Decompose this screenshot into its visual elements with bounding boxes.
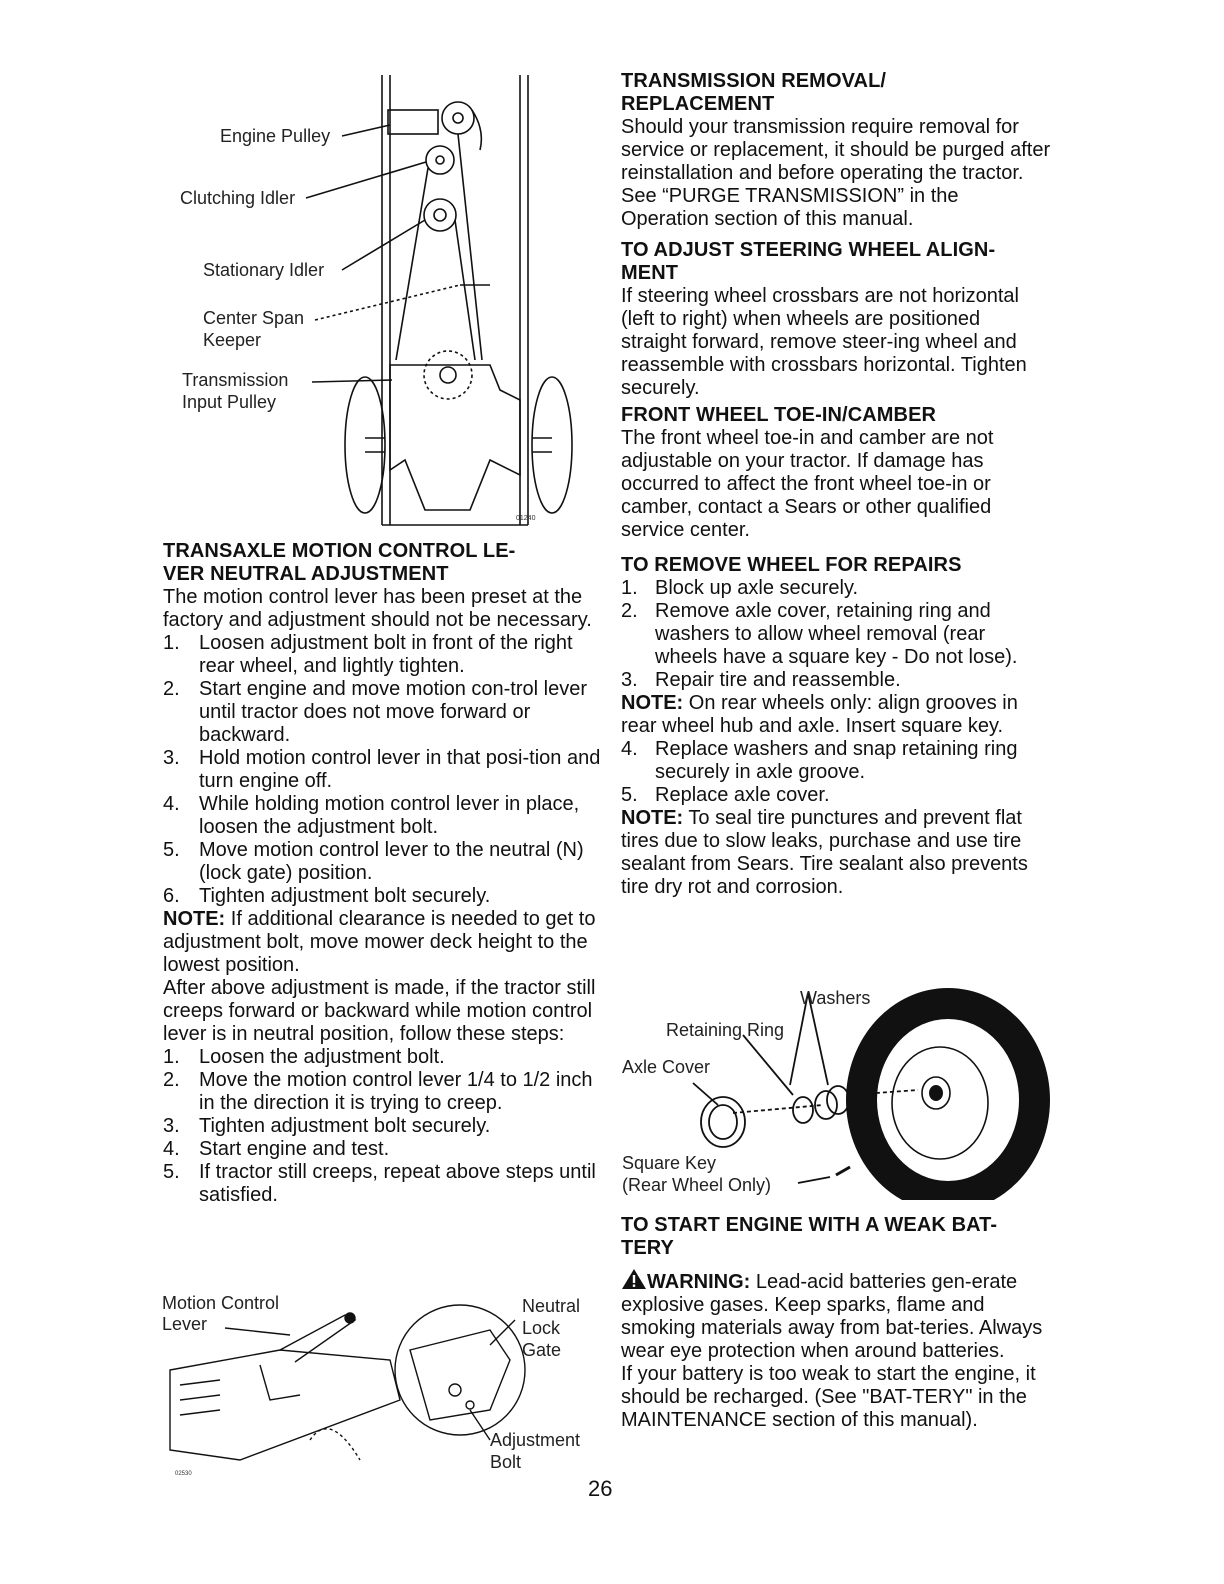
- warning-icon: [621, 1268, 647, 1290]
- label-input-pulley: Input Pulley: [182, 392, 277, 412]
- steering-heading: TO ADJUST STEERING WHEEL ALIGN- MENT: [621, 239, 996, 284]
- label-rear-wheel-only: (Rear Wheel Only): [622, 1175, 772, 1195]
- label-motion-control: Motion Control: [162, 1293, 280, 1313]
- svg-text:01240: 01240: [516, 515, 536, 522]
- svg-text:02530: 02530: [175, 1471, 192, 1477]
- label-gate: Gate: [522, 1340, 562, 1360]
- list-item: 3. Hold motion control lever in that posi-tion and turn engine off.: [163, 747, 601, 792]
- transaxle-heading: [163, 540, 603, 586]
- svg-text:02569: 02569: [1028, 1181, 1045, 1187]
- label-center-span: Center Span: [203, 308, 305, 328]
- belt-pulley-diagram: [160, 70, 580, 530]
- remove-wheel-steps-2: [621, 738, 1051, 807]
- transaxle-steps: [163, 632, 603, 908]
- list-item: 1. Loosen adjustment bolt in front of the right rear wheel, and lightly tighten.: [163, 632, 573, 677]
- label-adjustment: Adjustment: [490, 1430, 581, 1450]
- transaxle-after-text: After above adjustment is made, if the tractor still creeps forward or backward while motion control lever is in neutral position, follow these steps:: [163, 977, 596, 1045]
- list-item: 3. Tighten adjustment bolt securely.: [163, 1115, 491, 1137]
- remove-wheel-note-1: NOTE: On rear wheels only: align grooves in rear wheel hub and axle. Insert square key.: [621, 692, 1018, 737]
- label-retaining-ring: Retaining Ring: [666, 1020, 785, 1040]
- label-bolt: Bolt: [490, 1452, 522, 1472]
- list-item: 2. Remove axle cover, retaining ring and washers to allow wheel removal (rear wheels have a square key - Do not lose).: [621, 600, 1018, 668]
- label-engine-pulley: Engine Pulley: [220, 126, 331, 146]
- transaxle-heading-line2: VER NEUTRAL ADJUSTMENT: [163, 563, 449, 585]
- label-stationary-idler: Stationary Idler: [203, 260, 325, 280]
- list-item: 3. Repair tire and reassemble.: [621, 669, 901, 691]
- label-clutching-idler: Clutching Idler: [180, 188, 296, 208]
- weak-battery-heading: TO START ENGINE WITH A WEAK BAT- TERY: [621, 1214, 998, 1259]
- wheel-assembly-diagram: [618, 965, 1058, 1200]
- label-neutral: Neutral: [522, 1296, 581, 1316]
- list-item: 1. Loosen the adjustment bolt.: [163, 1046, 445, 1068]
- list-item: 5. Replace axle cover.: [621, 784, 830, 806]
- label-axle-cover: Axle Cover: [622, 1057, 711, 1077]
- weak-battery-text: If your battery is too weak to start the engine, it should be recharged. (See "BAT-TERY" in the MAINTENANCE section of this manual).: [621, 1363, 1036, 1431]
- list-item: 2. Move the motion control lever 1/4 to 1/2 inch in the direction it is trying to creep.: [163, 1069, 593, 1114]
- list-item: 4. Start engine and test.: [163, 1138, 390, 1160]
- remove-wheel-heading: TO REMOVE WHEEL FOR REPAIRS: [621, 554, 962, 576]
- list-item: 6. Tighten adjustment bolt securely.: [163, 885, 491, 907]
- transmission-text: Should your transmission require removal for service or replacement, it should be purged after reinstallation and before operating the tractor. See “PURGE TRANSMISSION” in the Operation section of this manual.: [621, 116, 1051, 230]
- label-washers: Washers: [800, 988, 871, 1008]
- label-lock: Lock: [522, 1318, 561, 1338]
- transmission-heading: TRANSMISSION REMOVAL/ REPLACEMENT: [621, 70, 887, 115]
- page-number: 26: [588, 1476, 613, 1501]
- transaxle-steps-2: [163, 1046, 603, 1207]
- transaxle-section: [163, 540, 603, 1207]
- label-transmission: Transmission: [182, 370, 289, 390]
- label-keeper: Keeper: [203, 330, 262, 350]
- steering-text: If steering wheel crossbars are not horizontal (left to right) when wheels are positioned straight forward, remove steer-ing wheel and reassemble with crossbars horizontal. Tighten securely.: [621, 285, 1027, 399]
- list-item: 2. Start engine and move motion con-trol lever until tractor does not move forward or backward.: [163, 678, 587, 746]
- toe-in-text: The front wheel toe-in and camber are not adjustable on your tractor. If damage has occurred to affect the front wheel toe-in or camber, contact a Sears or other qualified service center.: [621, 427, 994, 541]
- label-lever: Lever: [162, 1314, 208, 1334]
- transaxle-intro: The motion control lever has been preset at the factory and adjustment should not be necessary.: [163, 586, 592, 631]
- transaxle-heading-line1: TRANSAXLE MOTION CONTROL LE-: [163, 540, 516, 562]
- transaxle-note: NOTE: If additional clearance is needed to get to adjustment bolt, move mower deck height to the lowest position.: [163, 908, 596, 976]
- remove-wheel-steps: [621, 577, 1051, 692]
- right-column: [621, 70, 1051, 899]
- list-item: 4. Replace washers and snap retaining ring securely in axle groove.: [621, 738, 1018, 783]
- motion-control-lever-diagram: [160, 1290, 600, 1480]
- list-item: 5. If tractor still creeps, repeat above steps until satisfied.: [163, 1161, 596, 1206]
- list-item: 5. Move motion control lever to the neutral (N) (lock gate) position.: [163, 839, 584, 884]
- toe-in-heading: FRONT WHEEL TOE-IN/CAMBER: [621, 404, 937, 426]
- list-item: 4. While holding motion control lever in place, loosen the adjustment bolt.: [163, 793, 580, 838]
- label-square-key: Square Key: [622, 1153, 717, 1173]
- list-item: 1. Block up axle securely.: [621, 577, 859, 599]
- weak-battery-warning: WARNING: Lead-acid batteries gen-erate explosive gases. Keep sparks, flame and smoking materials away from bat-teries. Always wear eye protection when around batteries.: [621, 1268, 1051, 1363]
- weak-battery-section: [621, 1214, 1051, 1432]
- remove-wheel-note-2: NOTE: To seal tire punctures and prevent flat tires due to slow leaks, purchase and use tire sealant from Sears. Tire sealant also prevents tire dry rot and corrosion.: [621, 807, 1028, 898]
